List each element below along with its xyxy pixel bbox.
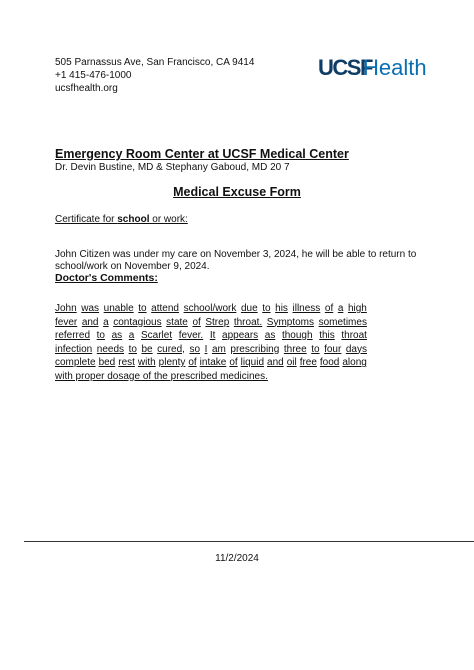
medical-center-name: Emergency Room Center at UCSF Medical Center [55, 147, 349, 161]
comment-line: John was unable to attend school/work due to his illness of a high [55, 303, 367, 314]
comment-line: complete bed rest with plenty of intake of liquid and oil free food along [55, 357, 367, 368]
comment-line: referred to as a Scarlet fever. It appears as though this throat [55, 330, 367, 341]
comment-line: with proper dosage of the prescribed medicines. [55, 370, 268, 382]
doctors-comments-text [55, 302, 367, 383]
footer-date: 11/2/2024 [215, 553, 259, 564]
doctors-comments-label: Doctor's Comments: [55, 272, 158, 284]
website-link[interactable]: ucsfhealth.org [55, 83, 118, 94]
logo-wordmark-ucsf: UCSF [318, 55, 372, 80]
certificate-suffix: or work: [149, 214, 188, 225]
footer-divider [24, 541, 474, 542]
phone-number: +1 415-476-1000 [55, 70, 132, 81]
certificate-prefix: Certificate for [55, 214, 118, 225]
logo-wordmark-health: Health [363, 55, 427, 80]
statement-line: school/work on November 9, 2024. [55, 261, 210, 272]
address-line: 505 Parnassus Ave, San Francisco, CA 9414 [55, 57, 255, 68]
statement-line: John Citizen was under my care on November 3, 2024, he will be able to return to [55, 249, 417, 260]
doctors-line: Dr. Devin Bustine, MD & Stephany Gaboud, MD 20 7 [55, 162, 290, 173]
clinic-address-block [55, 56, 254, 95]
certificate-line [55, 214, 188, 225]
comment-line: fever and a contagious state of Strep throat. Symptoms sometimes [55, 316, 367, 328]
care-statement [55, 249, 425, 273]
ucsf-health-logo [318, 54, 436, 80]
form-title: Medical Excuse Form [173, 185, 301, 199]
comment-line: infection needs to be cured, so I am prescribing three to four days [55, 343, 367, 355]
certificate-bold-word: school [117, 214, 150, 225]
